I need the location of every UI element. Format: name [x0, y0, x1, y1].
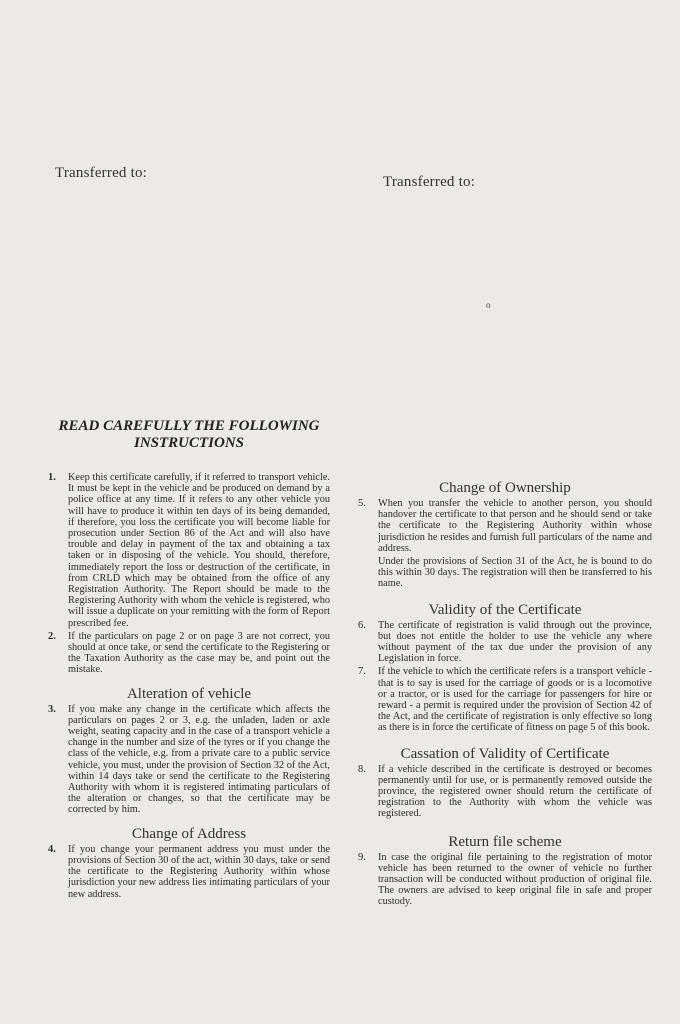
- instruction-item-4: [48, 844, 330, 900]
- item-text: If a vehicle described in the certificate is destroyed or becomes permanently until for use, or is permanently removed outside the province, the registered owner should return the certificate of registration to the Authority with whom the vehicle was registered.: [378, 763, 652, 820]
- item-text: If the vehicle to which the certificate refers is a transport vehicle - that is to say is used for the carriage of goods or is a locomotive or a tractor, or is used for the carriage for passengers for hire or reward - a permit is required under the provision of Section 42 of the Act, and the certificate of registration is only effective so long as there is in force the certificate of fitness on page 5 of this book.: [378, 666, 652, 734]
- validity-heading: Validity of the Certificate: [428, 601, 582, 618]
- item-number: 7.: [358, 666, 366, 678]
- instruction-item-5: [358, 498, 652, 554]
- instructions-title: READ CAREFULLY THE FOLLOWING INSTRUCTIONS: [58, 418, 320, 451]
- ownership-heading: Change of Ownership: [439, 480, 571, 496]
- alteration-heading: Alteration of vehicle: [126, 685, 252, 702]
- item-text: If you make any change in the certificate which affects the particulars on pages 2 or 3, e.g. the unladen, laden or axle weight, seating capacity and in the case of a transport vehicle a change in the number and size of the tyres or if you change the class of the vehicle, e.g. from a private care to a public service vehicle, you must, under the provision of Section 32 of the Act, within 14 days take or send the certificate to the Registering Authority with whom it is registered intimating particulars of the alteration or changes, so that the certificate may be corrected by him.: [68, 703, 330, 816]
- instruction-item-1: [48, 472, 330, 629]
- item-text: The certificate of registration is valid through out the province, but does not entitle the holder to use the vehicle any where without payment of the tax due under the provision of any Legislation in force.: [378, 619, 652, 665]
- item-number: 2.: [48, 630, 56, 642]
- transferred-to-left-label: Transferred to:: [55, 165, 148, 181]
- instruction-item-3: [48, 704, 330, 816]
- address-heading: Change of Address: [131, 825, 247, 842]
- item-text: Under the provisions of Section 31 of the Act, he is bound to do this within 30 days. The registration will then be transferred to his name.: [378, 556, 652, 590]
- item-text: If you change your permanent address you must under the provisions of Section 30 of the act, within 30 days, take or send the certificate to the Registering Authority within whose jurisdiction your new address lies intimating particulars of your new address.: [68, 843, 330, 900]
- left-column: [48, 418, 330, 902]
- instruction-item-6: [358, 620, 652, 665]
- item-number: 1.: [48, 472, 56, 483]
- item-number: 8.: [358, 763, 366, 775]
- instruction-item-8: [358, 764, 652, 820]
- instruction-item-9: [358, 852, 652, 908]
- stray-mark: o: [486, 300, 491, 310]
- item-number: 9.: [358, 851, 366, 863]
- item-text: In case the original file pertaining to the registration of motor vehicle has been returned to the owner of vehicle no further transaction will be conducted without production of original file. The owners are advised to keep original file in safe and proper custody.: [378, 851, 652, 908]
- return-file-heading: Return file scheme: [448, 833, 562, 850]
- transferred-to-right-label: Transferred to:: [383, 174, 476, 190]
- item-number: 4.: [48, 843, 56, 855]
- instruction-item-7: [358, 666, 652, 733]
- item-text: When you transfer the vehicle to another person, you should handover the certificate to that person and he should send or take the certificate to the Registering Authority within whose jurisdiction he resides and furnish full particulars of the name and address.: [378, 498, 652, 554]
- item-number: 6.: [358, 619, 366, 631]
- instruction-item-2: [48, 631, 330, 676]
- right-column: [358, 476, 652, 910]
- item-number: 3.: [48, 703, 56, 715]
- instruction-item-5b: [358, 556, 652, 590]
- item-text: If the particulars on page 2 or on page 3 are not correct, you should at once take, or send the certificate to the Registering or the Taxation Authority as the case may be, and point out the mistake.: [68, 630, 330, 676]
- cassation-heading: Cassation of Validity of Certificate: [400, 745, 610, 762]
- item-text: Keep this certificate carefully, if it referred to transport vehicle. It must be kept in the vehicle and be produced on demand by a police office at any time. If it refers to any other vehicle you will have to produce it within ten days of its being demanded, if therefore, you loss the certificate you will become liable for prosecution under Section 86 of the Act and will also have trouble and delay in payment of the tax and obtaining a tax taken or in disposing of the vehicle. You should, therefore, immediately report the loss or destruction of the certificate, in from CRLD which may be obtained from the office of any Registration Authority. The Report should be made to the Registering Authority with whom the vehicle is registered, who will issue a duplicate on your remitting with the form of Report prescribed fee.: [68, 472, 330, 629]
- item-number: 5.: [358, 498, 366, 509]
